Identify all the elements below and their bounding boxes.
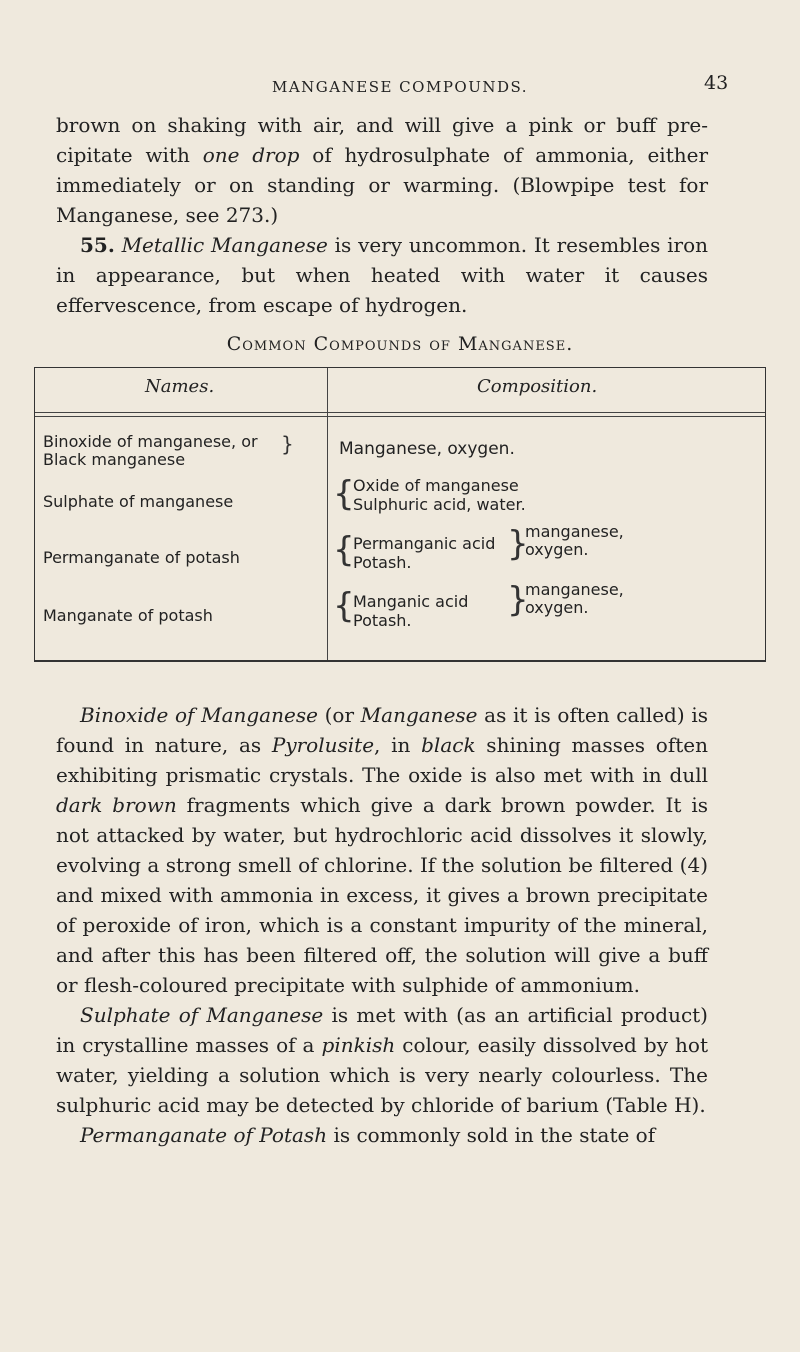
row-4-sub-a: manganese,	[525, 580, 624, 599]
text: is commonly sold in the state of	[327, 1123, 656, 1147]
row-1-composition: Manganese, oxygen.	[339, 439, 515, 459]
paragraph-sulphate	[56, 1000, 708, 1120]
row-3-sub-b: oxygen.	[525, 540, 589, 559]
term-permanganate: Permanganate of Potash	[80, 1123, 328, 1147]
body-text	[56, 700, 708, 1150]
section-title: Metallic Manganese	[121, 233, 328, 257]
row-2-name: Sulphate of manganese	[43, 492, 234, 511]
intro-emphasis: one drop	[202, 143, 300, 167]
term-binoxide: Binoxide of Manganese	[80, 703, 318, 727]
column-header-composition: Composition.	[477, 376, 598, 397]
term-pyrolusite: Pyrolusite	[271, 733, 375, 757]
row-3-composition-b: Potash.	[353, 553, 412, 572]
row-1-name-a: Binoxide of manganese, or	[43, 432, 258, 451]
row-4-name: Manganate of potash	[43, 606, 213, 625]
intro-text-2: of hydrosulphate of ammonia, either immediately or on standing or warming. (Blowpipe test for Manganese, see 273.)	[56, 143, 709, 227]
row-3-inner-brace: }	[507, 524, 529, 564]
header-rule-double	[35, 416, 765, 417]
text: shining masses often exhibiting prismatic crystals. The oxide is also met with in dull	[56, 733, 708, 787]
intro-text-1: brown on shaking with air, and will give a pink or buff pre-cipitate with	[56, 113, 708, 167]
page-number: 43	[704, 72, 729, 94]
header-rule	[35, 412, 765, 413]
row-2-brace: {	[333, 474, 355, 514]
column-divider	[327, 368, 328, 660]
row-4-sub-b: oxygen.	[525, 598, 589, 617]
row-4-composition-a: Manganic acid	[353, 592, 469, 611]
row-1-brace: }	[281, 432, 294, 456]
text: , in	[374, 733, 422, 757]
table-title: Common Compounds of Manganese.	[226, 333, 574, 355]
term-sulphate: Sulphate of Manganese	[80, 1003, 324, 1027]
compounds-table	[34, 367, 766, 662]
row-4-brace: {	[333, 586, 355, 626]
column-header-names: Names.	[145, 376, 215, 397]
row-1-name-b: Black manganese	[43, 450, 186, 469]
row-4-inner-brace: }	[507, 580, 529, 620]
section-text: is very uncommon. It resembles iron in appearance, but when heated with water it causes effervescence, from escape of hydrogen.	[56, 233, 708, 317]
row-2-composition-a: Oxide of manganese	[353, 476, 519, 495]
term-dark-brown: dark brown	[56, 793, 177, 817]
intro-paragraph	[56, 110, 708, 320]
term-black: black	[421, 733, 476, 757]
text: as it is often called) is found in nature, as	[56, 703, 708, 757]
paragraph-permanganate	[56, 1120, 708, 1150]
term-pinkish: pinkish	[321, 1033, 396, 1057]
running-head: MANGANESE COMPOUNDS.	[271, 78, 529, 96]
row-3-brace: {	[333, 530, 355, 570]
row-4-composition-b: Potash.	[353, 611, 412, 630]
section-number: 55.	[80, 233, 115, 257]
paragraph-binoxide	[56, 700, 708, 1000]
text: is met with (as an artificial product) in crystalline masses of a	[56, 1003, 708, 1057]
row-3-sub-a: manganese,	[525, 522, 624, 541]
text: (or	[317, 703, 361, 727]
row-3-name: Permanganate of potash	[43, 548, 240, 567]
text: fragments which give a dark brown powder. It is not attacked by water, but hydrochloric acid dissolves it slowly, evolving a strong smell of chlorine. If the solution be filtered (4) and mixed with ammonia in excess, it gives a brown precipitate of peroxide of iron, which is a constant impurity of the mineral, and after this has been filtered off, the solution will give a buff or flesh-coloured precipitate with sulphide of ammonium.	[56, 793, 708, 997]
row-3-composition-a: Permanganic acid	[353, 534, 496, 553]
text: colour, easily dissolved by hot water, yielding a solution which is very nearly colourless. The sulphuric acid may be detected by chloride of barium (Table H).	[56, 1033, 708, 1117]
term-manganese: Manganese	[360, 703, 478, 727]
row-2-composition-b: Sulphuric acid, water.	[353, 495, 526, 514]
